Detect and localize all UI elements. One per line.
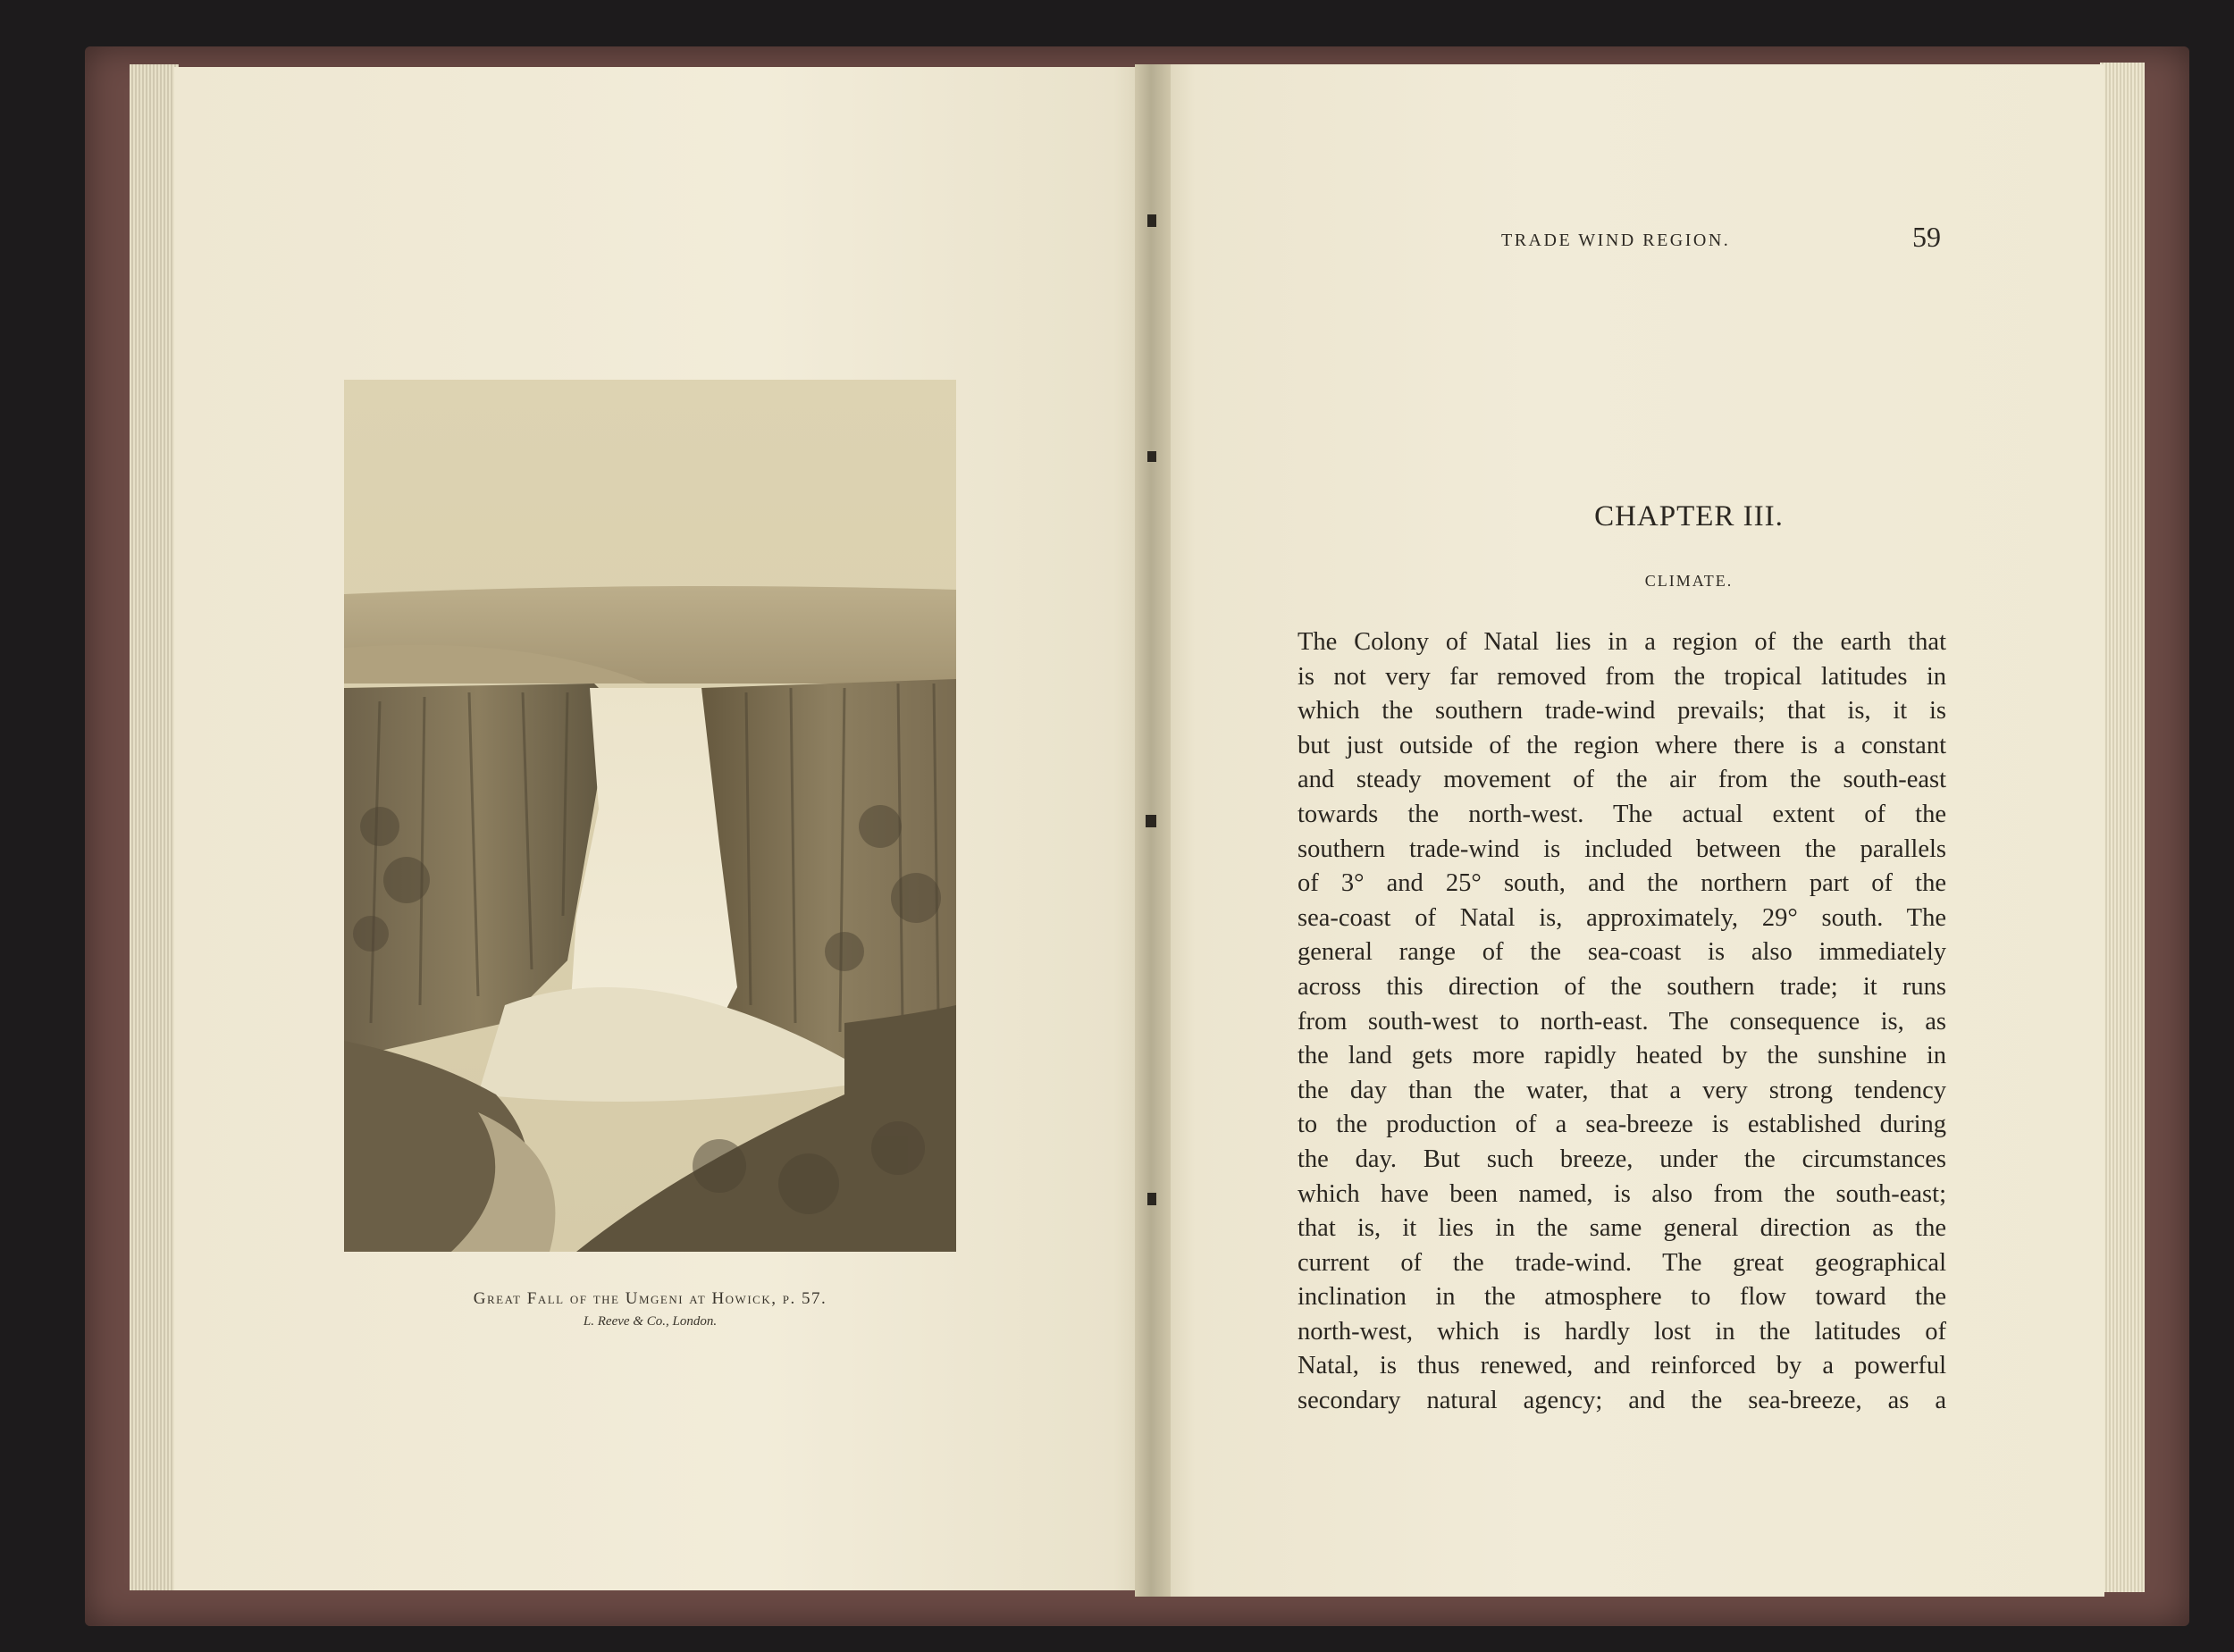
binding-thread-mark (1147, 214, 1156, 227)
body-line: general range of the sea-coast is also immediately (1298, 938, 1946, 967)
book-gutter (1135, 64, 1171, 1597)
body-line: southern trade-wind is included between the parallels (1298, 834, 1946, 863)
body-line: to the production of a sea-breeze is established during (1298, 1111, 1946, 1139)
body-line: which have been named, is also from the south-east; (1298, 1179, 1946, 1208)
body-line: Natal, is thus renewed, and reinforced by a powerful (1298, 1352, 1946, 1380)
binding-thread-mark (1147, 451, 1156, 462)
body-line: which the southern trade-wind prevails; that is, it is (1298, 697, 1946, 725)
body-line: the day. But such breeze, under the circumstances (1298, 1145, 1946, 1173)
waterfall-photograph (344, 380, 956, 1252)
chapter-title: CHAPTER III. (1594, 500, 1784, 532)
body-line: sea-coast of Natal is, approximately, 29° south. The (1298, 903, 1946, 932)
body-line: of 3° and 25° south, and the northern part of the (1298, 869, 1946, 898)
page-number: 59 (1912, 221, 1941, 253)
body-line: inclination in the atmosphere to flow toward the (1298, 1283, 1946, 1312)
body-line: and steady movement of the air from the south-east (1298, 766, 1946, 794)
running-head: TRADE WIND REGION. (1501, 231, 1731, 250)
plate-credit: L. Reeve & Co., London. (583, 1314, 718, 1329)
body-line: across this direction of the southern trade; it runs (1298, 972, 1946, 1001)
body-line: secondary natural agency; and the sea-breeze, as a (1298, 1387, 1946, 1415)
body-line: from south-west to north-east. The consequence is, as (1298, 1007, 1946, 1036)
binding-thread-mark (1146, 815, 1156, 827)
page-edges-right (2100, 63, 2145, 1592)
body-line: towards the north-west. The actual extent of the (1298, 800, 1946, 828)
body-line: is not very far removed from the tropical latitudes in (1298, 662, 1946, 691)
body-line: the day than the water, that a very strong tendency (1298, 1076, 1946, 1104)
body-line: The Colony of Natal lies in a region of the earth that (1298, 628, 1946, 656)
plate-caption: Great Fall of the Umgeni at Howick, p. 57. (473, 1289, 827, 1308)
body-line: the land gets more rapidly heated by the sunshine in (1298, 1042, 1946, 1070)
body-line: that is, it lies in the same general direction as the (1298, 1214, 1946, 1243)
body-line: north-west, which is hardly lost in the latitudes of (1298, 1317, 1946, 1346)
binding-thread-mark (1147, 1193, 1156, 1205)
chapter-subtitle: CLIMATE. (1644, 572, 1734, 590)
body-line: but just outside of the region where there is a constant (1298, 731, 1946, 759)
body-text (1298, 625, 1946, 1419)
page-edges-left (130, 64, 179, 1590)
body-line: current of the trade-wind. The great geographical (1298, 1248, 1946, 1277)
